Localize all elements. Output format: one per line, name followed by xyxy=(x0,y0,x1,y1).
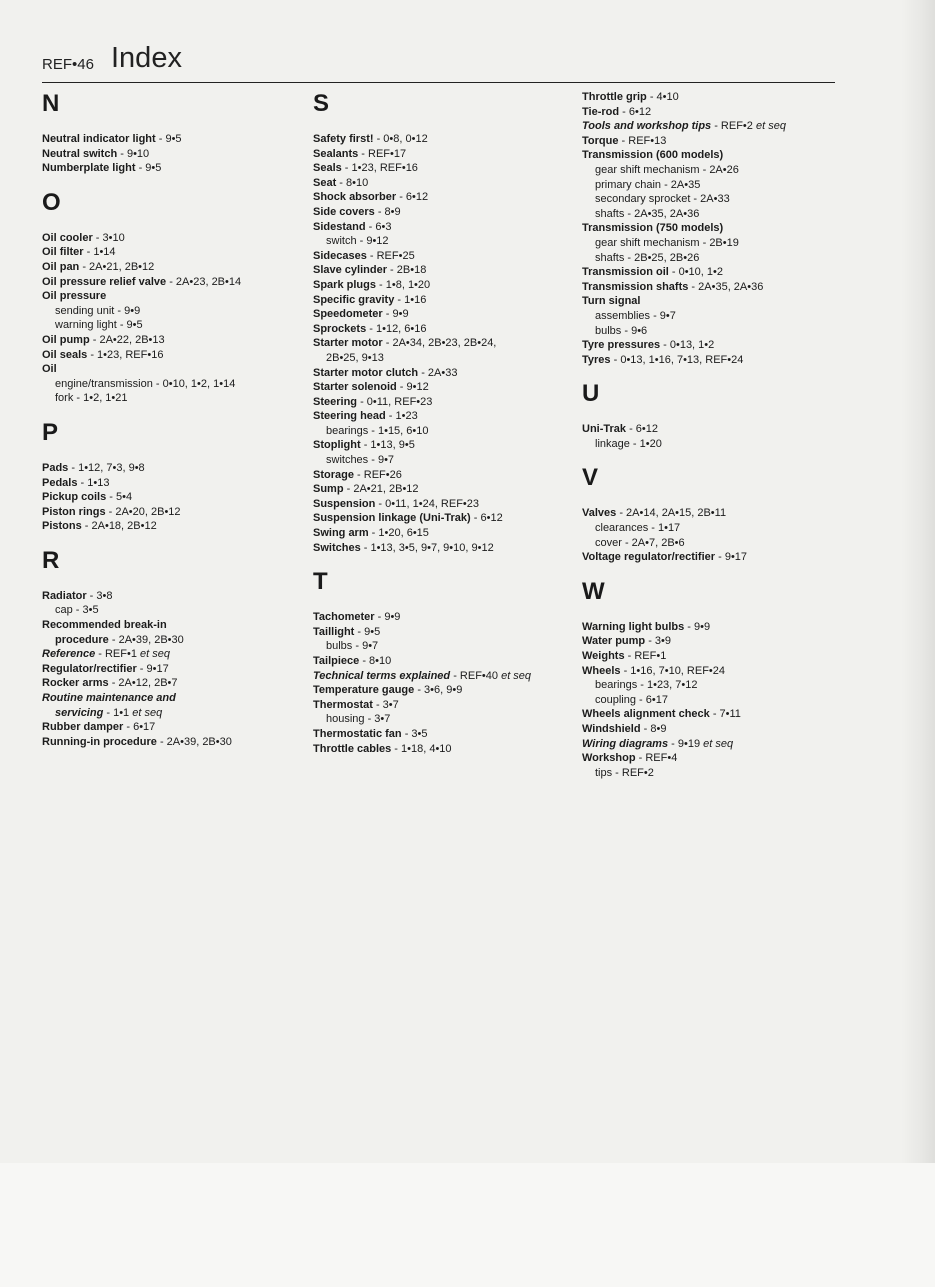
entry-heading: Pedals xyxy=(42,476,78,489)
entry-pages: - 0•13, 1•16, 7•13, REF•24 xyxy=(610,353,744,366)
index-entry xyxy=(313,541,571,556)
index-subentry: bulbs - 9•6 xyxy=(595,324,648,337)
entry-heading: Oil pump xyxy=(42,333,90,346)
entry-pages: - 1•23, REF•16 xyxy=(87,348,164,361)
entry-pages: - 9•17 xyxy=(715,551,748,564)
index-subentry: shafts - 2A•35, 2A•36 xyxy=(595,207,700,220)
section-gap xyxy=(42,534,292,547)
entry-heading: Piston rings xyxy=(42,505,106,518)
index-entry xyxy=(42,662,292,677)
index-entry xyxy=(42,735,292,750)
index-entry xyxy=(582,707,837,722)
entry-pages: - REF•17 xyxy=(358,147,407,160)
entry-heading: Voltage regulator/rectifier xyxy=(582,551,716,564)
entry-pages: - 1•12, 7•3, 9•8 xyxy=(68,461,145,474)
index-entry xyxy=(582,90,837,105)
entry-heading: Turn signal xyxy=(582,295,641,308)
section-gap xyxy=(42,176,292,189)
index-entry xyxy=(582,506,837,521)
index-entry xyxy=(582,338,837,353)
entry-heading: Radiator xyxy=(42,589,87,602)
entry-heading: Steering xyxy=(313,395,358,408)
entry-heading: Windshield xyxy=(582,723,641,735)
index-entry xyxy=(42,720,292,735)
entry-pages-italic: et seq xyxy=(140,648,170,661)
index-subentry: housing - 3•7 xyxy=(326,713,391,726)
entry-heading: Seals xyxy=(313,162,342,175)
index-entry xyxy=(313,220,571,235)
entry-pages: - 1•20, 6•15 xyxy=(368,527,429,540)
entry-heading: Workshop xyxy=(582,752,636,765)
entry-heading: Water pump xyxy=(582,635,646,648)
index-entry xyxy=(313,132,571,147)
entry-pages: - 1•16, 7•10, REF•24 xyxy=(620,664,726,677)
entry-pages: - 1•8, 1•20 xyxy=(375,278,431,291)
section-letter: P xyxy=(42,418,59,446)
entry-heading: Tyre pressures xyxy=(582,339,661,352)
index-entry xyxy=(313,322,571,337)
index-entry xyxy=(42,461,292,476)
entry-heading: Suspension linkage (Uni-Trak) xyxy=(313,512,471,525)
entry-pages: - 9•9 xyxy=(374,611,401,624)
entry-pages-italic: et seq xyxy=(703,737,734,750)
entry-pages: - 2A•18, 2B•12 xyxy=(81,520,157,533)
entry-heading: Starter motor xyxy=(313,337,383,350)
index-entry xyxy=(313,727,571,742)
entry-pages: - 4•10 xyxy=(646,91,679,103)
page-header xyxy=(42,40,835,83)
section-gap xyxy=(582,565,837,578)
entry-pages: - 9•10 xyxy=(117,147,150,160)
index-entry xyxy=(582,280,837,295)
entry-pages: - 9•19 xyxy=(668,737,704,750)
index-entry xyxy=(313,698,571,713)
entry-pages: - REF•25 xyxy=(366,249,415,262)
index-entry xyxy=(42,289,292,304)
entry-heading: Oil xyxy=(42,363,57,376)
entry-heading: Starter motor clutch xyxy=(313,366,419,379)
entry-pages: - 1•23, REF•16 xyxy=(341,162,418,175)
entry-heading: Rubber damper xyxy=(42,721,124,734)
index-entry xyxy=(582,119,837,134)
page-reference: REF•46 xyxy=(42,56,94,73)
entry-heading: Taillight xyxy=(313,625,355,638)
entry-heading: Neutral switch xyxy=(42,147,118,160)
entry-pages: - 9•9 xyxy=(684,620,711,633)
entry-heading: Weights xyxy=(582,650,625,663)
entry-pages: - 0•13, 1•2 xyxy=(660,339,715,352)
entry-heading: Wiring diagrams xyxy=(582,737,669,750)
index-subentry: sending unit - 9•9 xyxy=(55,304,141,317)
entry-heading: Oil filter xyxy=(42,246,84,259)
index-entry xyxy=(313,654,571,669)
entry-heading: Rocker arms xyxy=(42,677,109,690)
entry-pages: - 9•12 xyxy=(396,381,429,394)
section-letter: O xyxy=(42,188,61,216)
entry-heading: Throttle grip xyxy=(582,91,647,103)
entry-heading: Reference xyxy=(42,648,96,661)
entry-pages: - 9•17 xyxy=(136,662,169,675)
index-entry xyxy=(582,550,837,565)
entry-heading: Regulator/rectifier xyxy=(42,662,137,675)
entry-heading: Recommended break-in xyxy=(42,619,167,632)
entry-heading: Wheels xyxy=(582,664,621,677)
index-entry xyxy=(582,664,837,679)
entry-pages: - 0•11, 1•24, REF•23 xyxy=(375,497,480,510)
index-subentry: cap - 3•5 xyxy=(55,604,99,617)
index-entry xyxy=(42,245,292,260)
index-entry xyxy=(42,231,292,246)
entry-pages: - REF•26 xyxy=(353,468,402,481)
entry-pages: - 1•12, 6•16 xyxy=(366,322,427,335)
entry-pages: - 1•1 xyxy=(103,706,133,719)
entry-heading: Oil pan xyxy=(42,260,80,273)
page-edge-shadow xyxy=(901,0,935,1163)
index-entry xyxy=(42,333,292,348)
entry-heading: Transmission (750 models) xyxy=(582,222,724,235)
index-entry xyxy=(313,205,571,220)
entry-heading: Thermostatic fan xyxy=(313,727,402,740)
index-entry xyxy=(42,676,292,691)
index-entry xyxy=(313,263,571,278)
entry-pages: - 3•7 xyxy=(372,698,399,711)
entry-heading: Shock absorber xyxy=(313,191,397,204)
entry-pages-italic: et seq xyxy=(132,706,163,719)
index-subentry: warning light - 9•5 xyxy=(55,319,143,332)
index-subentry: gear shift mechanism - 2B•19 xyxy=(595,236,739,249)
entry-heading: procedure xyxy=(55,633,109,646)
entry-pages: - 2A•33 xyxy=(418,366,458,379)
entry-heading: Transmission shafts xyxy=(582,280,689,293)
index-subentry: gear shift mechanism - 2A•26 xyxy=(595,163,739,176)
index-subentry: secondary sprocket - 2A•33 xyxy=(595,193,730,206)
index-column-2 xyxy=(313,90,571,756)
index-subentry: linkage - 1•20 xyxy=(595,437,662,450)
entry-pages: - 0•11, REF•23 xyxy=(357,395,433,408)
index-entry xyxy=(313,293,571,308)
entry-pages: - REF•4 xyxy=(635,752,678,765)
entry-pages: - 2A•21, 2B•12 xyxy=(79,260,155,273)
entry-pages: - 2A•35, 2A•36 xyxy=(688,280,764,293)
entry-pages: - 6•12 xyxy=(619,105,652,118)
index-entry xyxy=(42,275,292,290)
entry-pages: - 1•13 xyxy=(77,476,110,489)
entry-pages: - 3•6, 9•9 xyxy=(414,684,463,697)
index-entry xyxy=(582,353,837,368)
entry-heading: servicing xyxy=(55,706,104,719)
entry-pages: - 0•10, 1•2 xyxy=(668,266,723,279)
index-entry xyxy=(313,161,571,176)
entry-heading: Safety first! xyxy=(313,133,374,145)
entry-pages: - 2B•18 xyxy=(387,264,427,277)
index-entry xyxy=(313,482,571,497)
entry-heading: Wheels alignment check xyxy=(582,708,710,721)
index-entry xyxy=(42,490,292,505)
index-entry xyxy=(582,148,837,163)
entry-heading: Switches xyxy=(313,541,361,554)
section-gap xyxy=(582,367,837,380)
entry-pages: - 9•5 xyxy=(155,133,182,145)
section-letter: S xyxy=(313,90,330,117)
index-subentry: clearances - 1•17 xyxy=(595,522,681,535)
index-entry xyxy=(313,669,571,684)
entry-heading: Oil pressure relief valve xyxy=(42,275,167,288)
index-entry xyxy=(42,647,292,662)
entry-heading: Thermostat xyxy=(313,698,373,711)
index-entry xyxy=(42,618,292,633)
entry-heading: Steering head xyxy=(313,410,386,423)
entry-pages: - 9•5 xyxy=(354,625,381,638)
section-letter: U xyxy=(582,380,600,408)
entry-pages: - 8•10 xyxy=(336,176,369,189)
section-letter: W xyxy=(582,577,605,605)
index-entry xyxy=(313,380,571,395)
index-entry xyxy=(42,589,292,604)
entry-pages: - 5•4 xyxy=(106,491,133,504)
entry-pages: - 2A•12, 2B•7 xyxy=(108,677,178,690)
entry-heading: Tyres xyxy=(582,353,611,366)
index-subentry: bearings - 1•23, 7•12 xyxy=(595,679,698,692)
entry-pages: - 8•10 xyxy=(359,655,392,667)
index-entry xyxy=(313,625,571,640)
section-letter: V xyxy=(582,464,599,492)
entry-heading: Seat xyxy=(313,176,337,189)
entry-heading: Spark plugs xyxy=(313,278,376,291)
entry-pages: - 2A•22, 2B•13 xyxy=(89,333,165,346)
entry-pages: - REF•1 xyxy=(624,650,667,663)
index-entry xyxy=(582,294,837,309)
entry-heading: Throttle cables xyxy=(313,742,392,755)
entry-heading: Transmission (600 models) xyxy=(582,149,724,162)
index-column-1 xyxy=(42,90,292,749)
entry-pages: - 2A•39, 2B•30 xyxy=(156,735,232,748)
page-lower-margin xyxy=(0,1163,935,1287)
entry-pages: - 0•8, 0•12 xyxy=(373,133,428,145)
index-entry xyxy=(313,742,571,757)
index-entry xyxy=(313,683,571,698)
entry-pages: - 6•12 xyxy=(470,512,503,525)
entry-heading: Specific gravity xyxy=(313,293,395,306)
index-entry xyxy=(42,260,292,275)
entry-pages: - 2A•14, 2A•15, 2B•11 xyxy=(616,507,727,520)
entry-pages: - 3•5 xyxy=(401,727,428,740)
page-title: Index xyxy=(111,42,182,74)
index-entry xyxy=(313,468,571,483)
index-entry-continuation xyxy=(42,706,292,721)
entry-pages: - 2A•20, 2B•12 xyxy=(105,505,181,518)
index-entry xyxy=(313,511,571,526)
index-entry xyxy=(42,161,292,176)
entry-heading: Pickup coils xyxy=(42,491,107,504)
entry-heading: Sidestand xyxy=(313,220,366,233)
entry-pages: - REF•13 xyxy=(618,134,667,147)
entry-heading: Oil pressure xyxy=(42,290,107,303)
entry-heading: Sidecases xyxy=(313,249,367,262)
index-subentry: fork - 1•2, 1•21 xyxy=(55,392,128,405)
section-letter: T xyxy=(313,568,328,596)
entry-heading: Uni-Trak xyxy=(582,423,627,436)
entry-heading: Routine maintenance and xyxy=(42,692,176,705)
entry-pages: - REF•1 xyxy=(95,648,141,661)
section-gap xyxy=(313,555,571,568)
entry-pages: - 6•12 xyxy=(396,191,429,204)
entry-heading: Suspension xyxy=(313,497,376,510)
index-entry xyxy=(313,526,571,541)
index-entry xyxy=(313,307,571,322)
index-subentry: engine/transmission - 0•10, 1•2, 1•14 xyxy=(55,377,236,390)
entry-pages: - REF•2 xyxy=(711,120,756,133)
entry-heading: Numberplate light xyxy=(42,162,136,175)
entry-heading: Warning light bulbs xyxy=(582,620,685,633)
index-entry xyxy=(42,348,292,363)
entry-pages: - 3•10 xyxy=(92,231,125,244)
index-subentry: switches - 9•7 xyxy=(326,454,395,467)
entry-pages: - 2A•21, 2B•12 xyxy=(343,483,419,496)
entry-heading: Side covers xyxy=(313,205,375,218)
entry-heading: Torque xyxy=(582,134,619,147)
entry-pages: - 1•13, 3•5, 9•7, 9•10, 9•12 xyxy=(360,541,494,554)
index-subentry: bulbs - 9•7 xyxy=(326,640,379,653)
entry-pages: - 1•18, 4•10 xyxy=(391,742,452,755)
section-letter: N xyxy=(42,90,60,117)
entry-heading: Valves xyxy=(582,507,617,520)
index-entry xyxy=(42,476,292,491)
index-subentry: shafts - 2B•25, 2B•26 xyxy=(595,251,700,264)
index-entry xyxy=(582,751,837,766)
entry-heading: Tie-rod xyxy=(582,105,620,118)
index-entry xyxy=(582,737,837,752)
section-gap xyxy=(582,451,837,464)
entry-pages: - 7•11 xyxy=(709,708,741,721)
entry-pages: - 9•9 xyxy=(382,308,409,321)
entry-heading: Pistons xyxy=(42,520,82,533)
index-subentry: switch - 9•12 xyxy=(326,235,389,248)
entry-pages: - 2A•34, 2B•23, 2B•24, xyxy=(382,337,497,350)
index-entry xyxy=(313,395,571,410)
index-entry xyxy=(582,265,837,280)
index-entry xyxy=(582,105,837,120)
index-entry xyxy=(582,620,837,635)
index-entry xyxy=(42,505,292,520)
entry-pages: - 3•9 xyxy=(645,635,672,648)
entry-pages: - 1•13, 9•5 xyxy=(360,439,415,452)
index-entry xyxy=(313,438,571,453)
index-entry xyxy=(313,190,571,205)
entry-heading: Storage xyxy=(313,468,354,481)
entry-pages: - 9•5 xyxy=(135,162,162,175)
index-entry-continuation xyxy=(42,633,292,648)
index-subentry: bearings - 1•15, 6•10 xyxy=(326,424,429,437)
entry-pages: - 1•14 xyxy=(83,246,116,259)
index-entry xyxy=(42,132,292,147)
index-entry xyxy=(313,409,571,424)
entry-heading: Tachometer xyxy=(313,611,375,624)
entry-heading: Running-in procedure xyxy=(42,735,157,748)
entry-heading: Pads xyxy=(42,461,69,474)
entry-heading: Oil cooler xyxy=(42,231,93,244)
index-entry xyxy=(42,519,292,534)
index-entry xyxy=(42,147,292,162)
index-entry xyxy=(313,366,571,381)
entry-heading: Starter solenoid xyxy=(313,381,397,394)
index-entry xyxy=(313,176,571,191)
index-subentry: primary chain - 2A•35 xyxy=(595,178,701,191)
section-letter: R xyxy=(42,546,60,574)
entry-heading: Sprockets xyxy=(313,322,367,335)
entry-heading: Speedometer xyxy=(313,308,383,321)
entry-heading: Transmission oil xyxy=(582,266,669,279)
index-entry xyxy=(313,278,571,293)
index-subentry: assemblies - 9•7 xyxy=(595,309,676,322)
entry-heading: Oil seals xyxy=(42,348,88,361)
index-entry xyxy=(582,722,837,737)
index-entry xyxy=(582,134,837,149)
entry-pages: - 2A•23, 2B•14 xyxy=(166,275,242,288)
entry-heading: Sealants xyxy=(313,147,359,160)
entry-pages-italic: et seq xyxy=(501,669,532,682)
index-entry xyxy=(313,497,571,512)
index-entry xyxy=(313,610,571,625)
index-entry xyxy=(42,691,292,706)
entry-heading: Swing arm xyxy=(313,527,369,540)
index-entry xyxy=(313,249,571,264)
entry-heading: Tailpiece xyxy=(313,655,360,667)
entry-heading: Sump xyxy=(313,483,344,496)
index-entry xyxy=(582,221,837,236)
index-entry xyxy=(582,649,837,664)
entry-pages: - 2A•39, 2B•30 xyxy=(108,633,184,646)
index-column-3 xyxy=(582,90,837,780)
entry-pages: - 8•9 xyxy=(640,723,667,735)
entry-pages: - 6•3 xyxy=(365,220,392,233)
index-entry xyxy=(582,422,837,437)
entry-pages-italic: et seq xyxy=(755,120,786,133)
entry-pages: - 6•12 xyxy=(626,423,658,436)
index-subentry: coupling - 6•17 xyxy=(595,693,668,706)
entry-pages: - 3•8 xyxy=(86,589,113,602)
section-gap xyxy=(42,406,292,419)
entry-heading: Slave cylinder xyxy=(313,264,387,277)
entry-pages: - 6•17 xyxy=(123,721,156,734)
index-subentry: cover - 2A•7, 2B•6 xyxy=(595,536,685,549)
entry-pages: - 1•23 xyxy=(385,410,418,423)
entry-pages: - 1•16 xyxy=(394,293,427,306)
entry-heading: Tools and workshop tips xyxy=(582,120,712,133)
entry-heading: Technical terms explained xyxy=(313,669,451,682)
index-entry xyxy=(313,147,571,162)
entry-heading: Neutral indicator light xyxy=(42,133,156,145)
entry-pages: - REF•40 xyxy=(450,669,502,682)
entry-heading: Stoplight xyxy=(313,439,361,452)
index-entry xyxy=(313,336,571,351)
index-entry xyxy=(582,634,837,649)
index-subentry: tips - REF•2 xyxy=(595,766,654,779)
entry-pages: - 8•9 xyxy=(374,205,401,218)
entry-heading: Temperature gauge xyxy=(313,684,415,697)
index-subentry: 2B•25, 9•13 xyxy=(326,351,384,364)
index-entry xyxy=(42,362,292,377)
